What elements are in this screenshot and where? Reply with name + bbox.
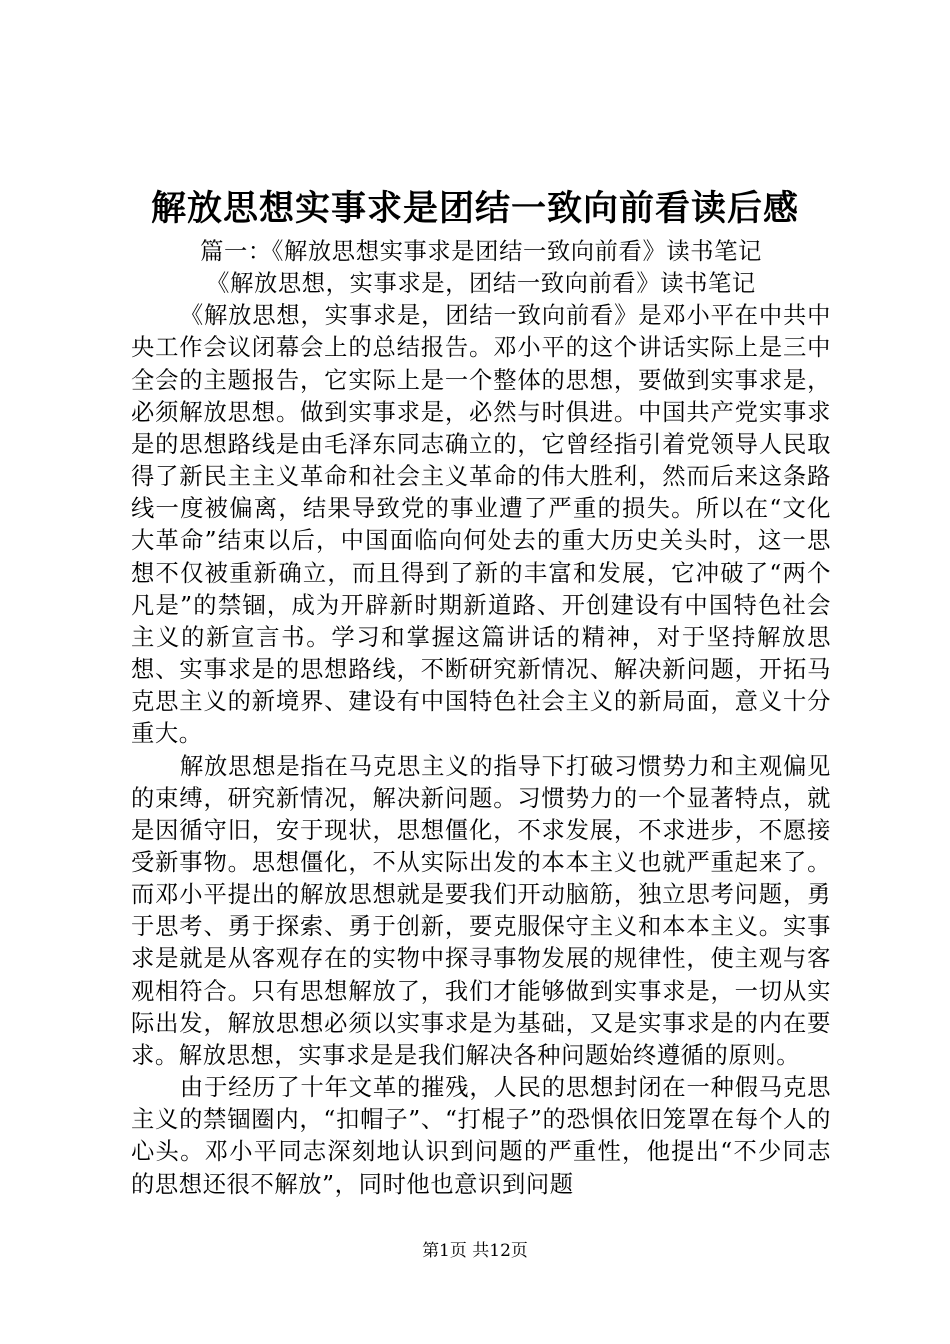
document-title: 解放思想实事求是团结一致向前看读后感 [150,188,799,229]
subtitle-line-1: 篇一：《解放思想实事求是团结一致向前看》读书笔记 [200,238,762,265]
subtitle-line-2: 《解放思想，实事求是，团结一致向前看》读书笔记 [206,270,756,298]
document-body [131,236,831,1201]
paragraph-1: 《解放思想，实事求是，团结一致向前看》是邓小平在中共中央工作会议闭幕会上的总结报告。邓小平的这个讲话实际上是三中全会的主题报告，它实际上是一个整体的思想，要做到实事求是，必须解放思想。做到实事求是，必然与时俱进。中国共产党实事求是的思想路线是由毛泽东同志确立的，它曾经指引着党领导人民取得了新民主主义革命和社会主义革命的伟大胜利，然而后来这条路线一度被偏离，结果导致党的事业遭了严重的损失。所以在“文化大革命”结束以后，中国面临向何处去的重大历史关头时，这一思想不仅被重新确立，而且得到了新的丰富和发展，它冲破了“两个凡是”的禁锢，成为开辟新时期新道路、开创建设有中国特色社会主义的新宣言书。学习和掌握这篇讲话的精神，对于坚持解放思想、实事求是的思想路线，不断研究新情况、解决新问题，开拓马克思主义的新境界、建设有中国特色社会主义的新局面，意义十分重大。 [131,302,831,748]
paragraph-2: 解放思想是指在马克思主义的指导下打破习惯势力和主观偏见的束缚，研究新情况，解决新问题。习惯势力的一个显著特点，就是因循守旧，安于现状，思想僵化，不求发展，不求进步，不愿接受新事物。思想僵化，不从实际出发的本本主义也就严重起来了。而邓小平提出的解放思想就是要我们开动脑筋，独立思考问题，勇于思考、勇于探索、勇于创新，要克服保守主义和本本主义。实事求是就是从客观存在的实物中探寻事物发展的规律性，使主观与客观相符合。只有思想解放了，我们才能够做到实事求是，一切从实际出发，解放思想必须以实事求是为基础，又是实事求是的内在要求。解放思想，实事求是是我们解决各种问题始终遵循的原则。 [131,752,831,1069]
page-number-footer: 第1页 共12页 [422,1241,528,1261]
paragraph-3: 由于经历了十年文革的摧残，人民的思想封闭在一种假马克思主义的禁锢圈内，“扣帽子”、“打棍子”的恐惧依旧笼罩在每个人的心头。邓小平同志深刻地认识到问题的严重性，他提出“不少同志的思想还很不解放”，同时他也意识到问题 [131,1074,831,1198]
